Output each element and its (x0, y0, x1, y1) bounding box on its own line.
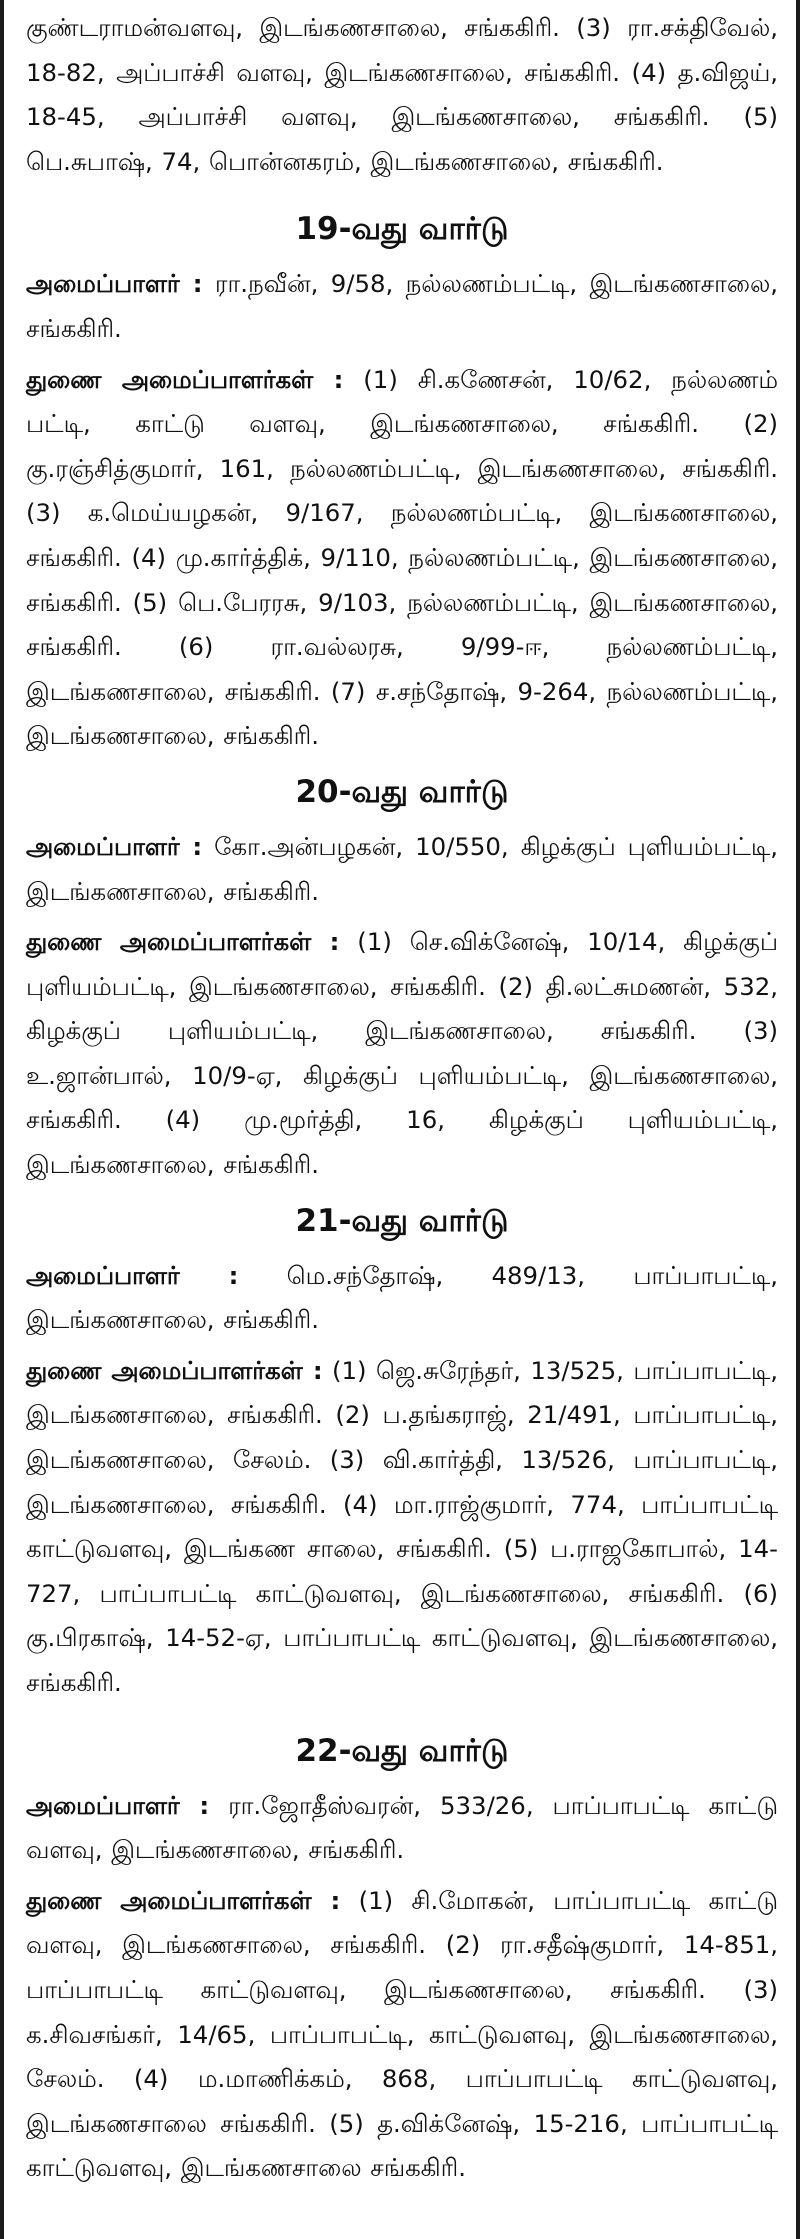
deputies-text: (1) சி.கணேசன், 10/62, நல்லணம் பட்டி, காட்டு வளவு, இடங்கணசாலை, சங்ககிரி. (2) கு.ரஞ்சித்குமார், 161, நல்லணம்பட்டி, இடங்கணசாலை, சங்ககிரி. (3) க.மெய்யழகன், 9/167, நல்லணம்பட்டி, இடங்கணசாலை, சங்ககிரி. (4) மு.கார்த்திக், 9/110, நல்லணம்பட்டி, இடங்கணசாலை, சங்ககிரி. (5) பெ.பேரரசு, 9/103, நல்லணம்பட்டி, இடங்கணசாலை, சங்ககிரி. (6) ரா.வல்லரசு, 9/99-ஈ, நல்லணம்பட்டி, இடங்கணசாலை, சங்ககிரி. (7) ச.சந்தோஷ், 9-264, நல்லணம்பட்டி, இடங்கணசாலை, சங்ககிரி. (26, 364, 778, 751)
ward-20-section (26, 759, 778, 1188)
deputies-text: (1) ஜெ.சுரேந்தர், 13/525, பாப்பாபட்டி, இடங்கணசாலை, சங்ககிரி. (2) ப.தங்கராஜ், 21/491, பாப்பாபட்டி, இடங்கணசாலை, சேலம். (3) வி.கார்த்தி, 13/526, பாப்பாபட்டி, இடங்கணசாலை, சங்ககிரி. (4) மா.ராஜ்குமார், 774, பாப்பாபட்டி காட்டுவளவு, இடங்கண சாலை, சங்ககிரி. (5) ப.ராஜகோபால், 14-727, பாப்பாபட்டி காட்டுவளவு, இடங்கணசாலை, சங்ககிரி. (6) கு.பிரகாஷ், 14-52-ஏ, பாப்பாபட்டி காட்டுவளவு, இடங்கணசாலை, சங்ககிரி. (26, 1355, 778, 1697)
ward-19-deputies (26, 358, 778, 759)
ward-21-section (26, 1188, 778, 1706)
ward-21-heading: 21-வது வார்டு (295, 1202, 509, 1239)
deputies-label: துணை அமைப்பாளர்கள் : (26, 1355, 323, 1385)
ward-22-heading: 22-வது வார்டு (295, 1732, 509, 1769)
organizer-text: ரா.நவீன், 9/58, நல்லணம்பட்டி, இடங்கணசாலை, சங்ககிரி. (26, 269, 779, 343)
ward-22-organizer (26, 1784, 778, 1873)
ward-19-section (26, 196, 778, 759)
organizer-text: ரா.ஜோதீஸ்வரன், 533/26, பாப்பாபட்டி காட்டு வளவு, இடங்கணசாலை, சங்ககிரி. (26, 1790, 778, 1865)
organizer-label: அமைப்பாளர் : (26, 1790, 210, 1820)
organizer-label: அமைப்பாளர் : (26, 831, 203, 861)
deputies-label: துணை அமைப்பாளர்கள் : (26, 364, 344, 394)
organizer-text: மெ.சந்தோஷ், 489/13, பாப்பாபட்டி, இடங்கணசாலை, சங்ககிரி. (26, 1260, 778, 1335)
organizer-label: அமைப்பாளர் : (26, 269, 203, 299)
ward-19-organizer (26, 262, 778, 351)
ward-22-deputies (26, 1879, 778, 2191)
ward-21-organizer (26, 1254, 778, 1343)
ward-19-heading: 19-வது வார்டு (295, 211, 509, 248)
organizer-text: கோ.அன்பழகன், 10/550, கிழக்குப் புளியம்பட்டி, இடங்கணசாலை, சங்ககிரி. (26, 831, 778, 906)
deputies-label: துணை அமைப்பாளர்கள் : (26, 1885, 341, 1915)
ward-20-deputies (26, 920, 778, 1188)
ward-22-section (26, 1718, 778, 2191)
ward-20-organizer (26, 825, 778, 914)
organizer-label: அமைப்பாளர் : (26, 1260, 239, 1290)
deputies-text: (1) சி.மோகன், பாப்பாபட்டி காட்டு வளவு, இடங்கணசாலை, சங்ககிரி. (2) ரா.சதீஷ்குமார், 14-851, பாப்பாபட்டி காட்டுவளவு, இடங்கணசாலை, சங்ககிரி. (3) க.சிவசங்கர், 14/65, பாப்பாபட்டி, காட்டுவளவு, இடங்கணசாலை, சேலம். (4) ம.மாணிக்கம், 868, பாப்பாபட்டி காட்டுவளவு, இடங்கணசாலை சங்ககிரி. (5) த.விக்னேஷ், 15-216, பாப்பாபட்டி காட்டுவளவு, இடங்கணசாலை சங்ககிரி. (26, 1885, 778, 2183)
ward-20-heading: 20-வது வார்டு (295, 773, 509, 810)
intro-paragraph: குண்டராமன்வளவு, இடங்கணசாலை, சங்ககிரி. (3) ரா.சக்திவேல், 18-82, அப்பாச்சி வளவு, இடங்கணசாலை, சங்ககிரி. (4) த.விஜய், 18-45, அப்பாச்சி வளவு, இடங்கணசாலை, சங்ககிரி. (5) பெ.சுபாஷ், 74, பொன்னகரம், இடங்கணசாலை, சங்ககிரி. (26, 13, 778, 176)
deputies-label: துணை அமைப்பாளர்கள் : (26, 927, 340, 957)
ward-21-deputies (26, 1349, 778, 1706)
deputies-text: (1) செ.விக்னேஷ், 10/14, கிழக்குப் புளியம்பட்டி, இடங்கணசாலை, சங்ககிரி. (2) தி.லட்சுமணன், 532, கிழக்குப் புளியம்பட்டி, இடங்கணசாலை, சங்ககிரி. (3) உ.ஜான்பால், 10/9-ஏ, கிழக்குப் புளியம்பட்டி, இடங்கணசாலை, சங்ககிரி. (4) மு.மூர்த்தி, 16, கிழக்குப் புளியம்பட்டி, இடங்கணசாலை, சங்ககிரி. (26, 927, 778, 1180)
